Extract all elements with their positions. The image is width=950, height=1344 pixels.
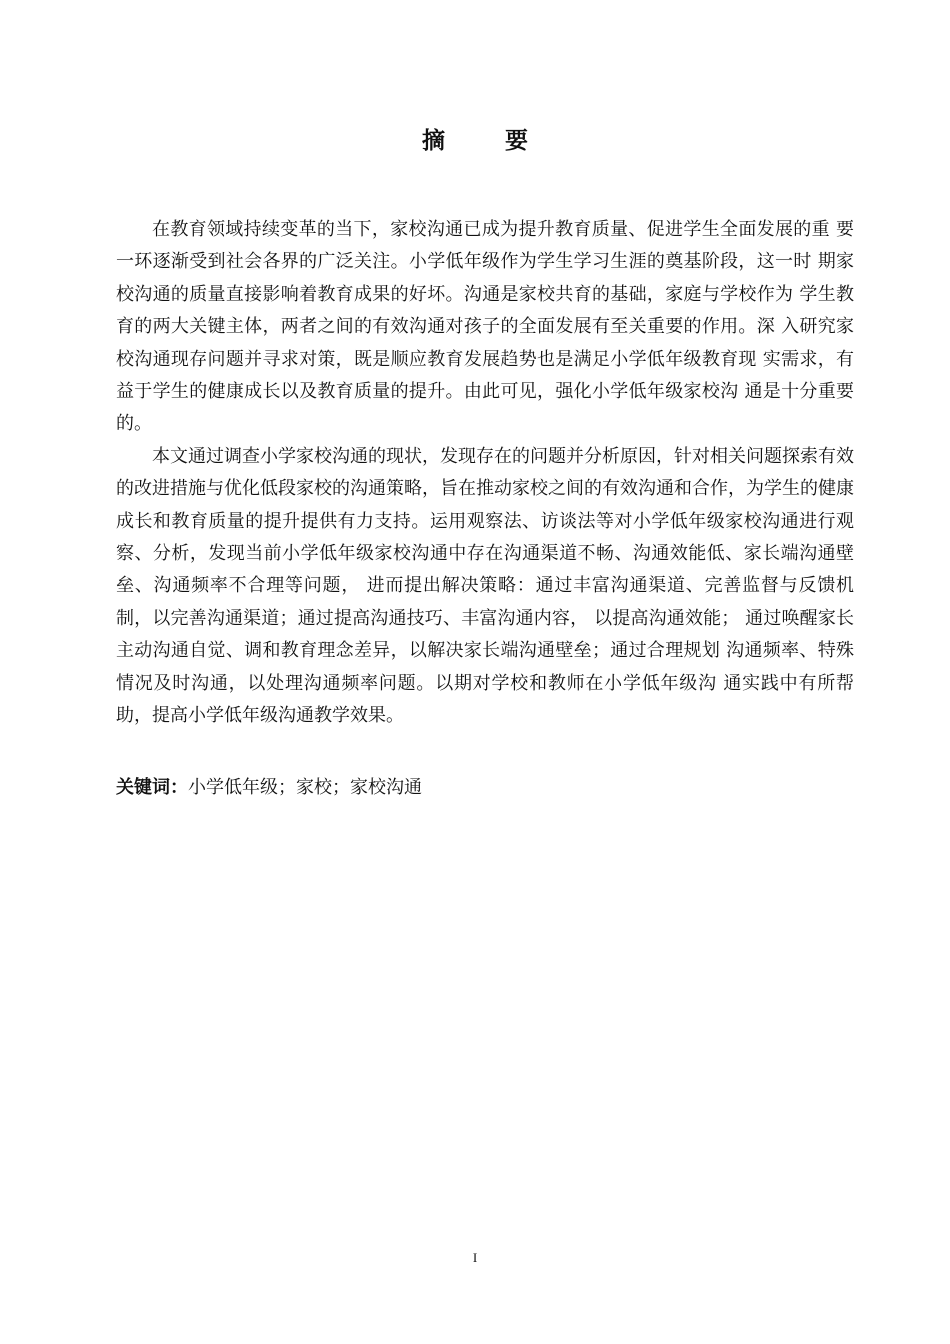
- abstract-paragraph-2: 本文通过调查小学家校沟通的现状，发现存在的问题并分析原因，针对相关问题探索有效的改进措施与优化低段家校的沟通策略，旨在推动家校之间的有效沟通和合作，为学生的健康成长和教育质量的提升提供有力支持。运用观察法、访谈法等对小学低年级家校沟通进行观察、分析，发现当前小学低年级家校沟通中存在沟通渠道不畅、沟通效能低、家长端沟通壁垒、沟通频率不合理等问题， 进而提出解决策略：通过丰富沟通渠道、完善监督与反馈机制，以完善沟通渠道；通过提高沟通技巧、丰富沟通内容， 以提高沟通效能； 通过唤醒家长主动沟通自觉、调和教育理念差异，以解决家长端沟通壁垒；通过合理规划 沟通频率、特殊情况及时沟通，以处理沟通频率问题。以期对学校和教师在小学低年级沟 通实践中有所帮助，提高小学低年级沟通教学效果。: [116, 445, 854, 727]
- abstract-paragraph-1: 在教育领域持续变革的当下，家校沟通已成为提升教育质量、促进学生全面发展的重 要一环逐渐受到社会各界的广泛关注。小学低年级作为学生学习生涯的奠基阶段，这一时 期家校沟通的质量直接影响着教育成果的好坏。沟通是家校共育的基础，家庭与学校作为 学生教育的两大关键主体，两者之间的有效沟通对孩子的全面发展有至关重要的作用。深 入研究家校沟通现存问题并寻求对策，既是顺应教育发展趋势也是满足小学低年级教育现 实需求，有益于学生的健康成长以及教育质量的提升。由此可见，强化小学低年级家校沟 通是十分重要的。: [116, 219, 854, 435]
- keywords-value: 小学低年级；家校；家校沟通: [188, 777, 422, 798]
- page-title: 摘 要: [421, 128, 554, 154]
- keywords-line: [116, 774, 422, 802]
- abstract-body: [116, 214, 854, 733]
- keywords-label: 关键词：: [116, 777, 188, 798]
- page-number: I: [472, 1250, 478, 1265]
